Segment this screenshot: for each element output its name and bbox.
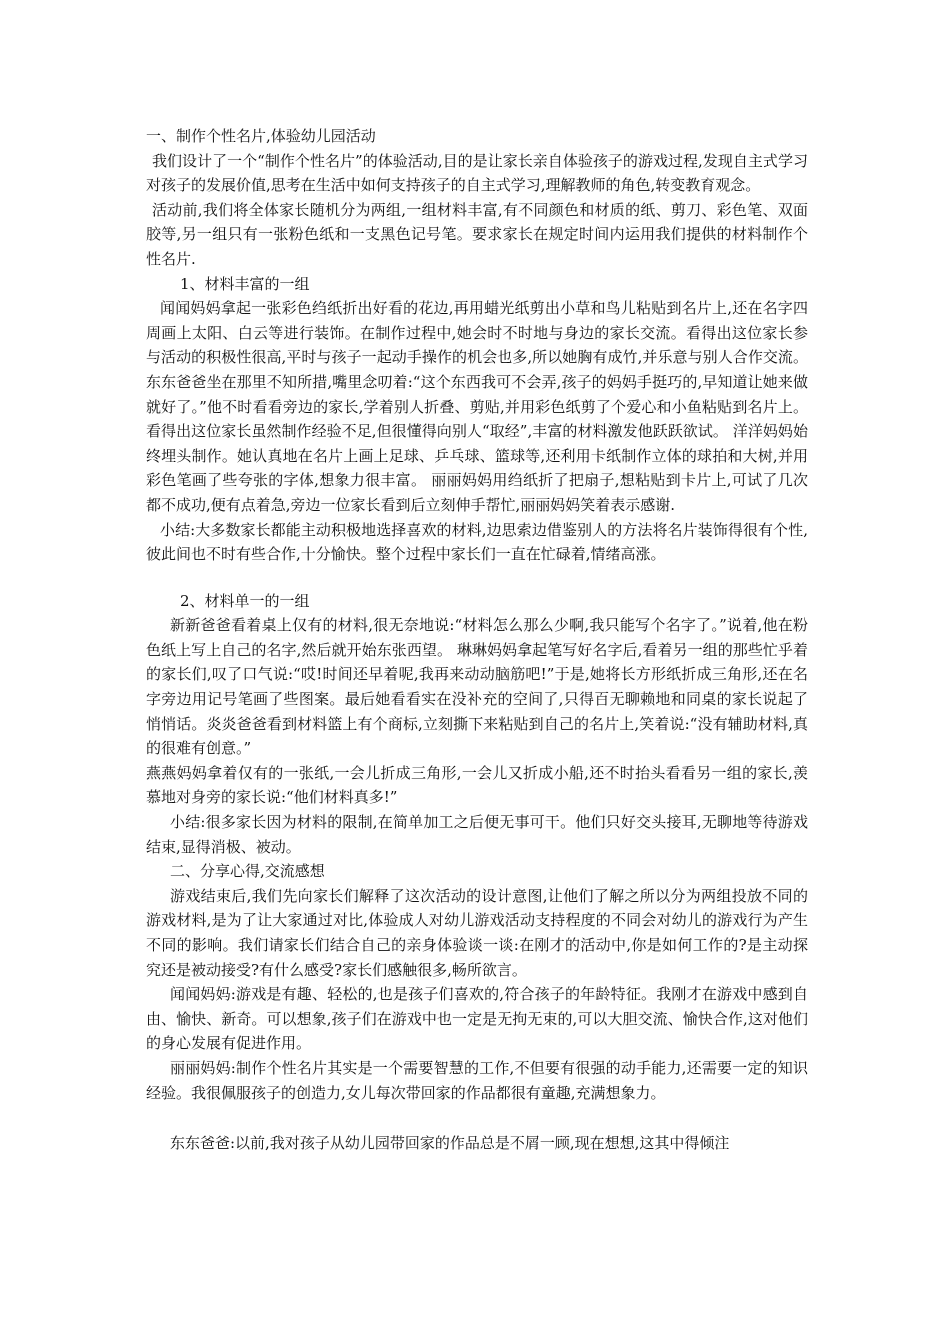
blank-line (146, 567, 808, 589)
summary-paragraph: 小结:大多数家长都能主动积极地选择喜欢的材料,边思索边借鉴别人的方法将名片装饰得很有个性,彼此间也不时有些合作,十分愉快。整个过程中家长们一直在忙碌着,情绪高涨。 (146, 520, 808, 564)
paragraph: 闻闻妈妈:游戏是有趣、轻松的,也是孩子们喜欢的,符合孩子的年龄特征。我刚才在游戏中感到自由、愉快、新奇。可以想象,孩子们在游戏中也一定是无拘无束的,可以大胆交流、愉快合作,这对他们的身心发展有促进作用。 (146, 985, 808, 1053)
paragraph: 丽丽妈妈:制作个性名片其实是一个需要智慧的工作,不但要有很强的动手能力,还需要一定的知识经验。我很佩服孩子的创造力,女儿每次带回家的作品都很有童趣,充满想象力。 (146, 1058, 808, 1102)
section-heading-2: 二、分享心得,交流感想 (170, 862, 325, 881)
subsection-heading-2: 2、材料单一的一组 (180, 591, 310, 610)
subsection-heading-1: 1、材料丰富的一组 (180, 274, 310, 293)
paragraph: 燕燕妈妈拿着仅有的一张纸,一会儿折成三角形,一会儿又折成小船,还不时抬头看看另一组的家长,羡慕地对身旁的家长说:“他们材料真多!” (146, 763, 808, 807)
document-body (146, 124, 808, 1156)
paragraph: 我们设计了一个“制作个性名片”的体验活动,目的是让家长亲自体验孩子的游戏过程,发现自主式学习对孩子的发展价值,思考在生活中如何支持孩子的自主式学习,理解教师的角色,转变教育观念。 (146, 151, 808, 195)
section-heading-1: 一、制作个性名片,体验幼儿园活动 (146, 127, 376, 145)
paragraph: 闻闻妈妈拿起一张彩色绉纸折出好看的花边,再用蜡光纸剪出小草和鸟儿粘贴到名片上,还在名字四周画上太阳、白云等进行装饰。在制作过程中,她会时不时地与身边的家长交流。看得出这位家长参与活动的积极性很高,平时与孩子一起动手操作的机会也多,所以她胸有成竹,并乐意与别人合作交流。 东东爸爸坐在那里不知所措,嘴里念叨着:“这个东西我可不会弄,孩子的妈妈手挺巧的,早知道让她来做就好了。”他不时看看旁边的家长,学着别人折叠、剪贴,并用彩色纸剪了个爱心和小鱼粘贴到名片上。看得出这位家长虽然制作经验不足,但很懂得向别人“取经”,丰富的材料激发他跃跃欲试。 洋洋妈妈始终埋头制作。她认真地在名片上画上足球、乒乓球、篮球等,还利用卡纸制作立体的球拍和大树,并用彩色笔画了些夸张的字体,想象力很丰富。 丽丽妈妈用绉纸折了把扇子,想粘贴到卡片上,可试了几次都不成功,便有点着急,旁边一位家长看到后立刻伸手帮忙,丽丽妈妈笑着表示感谢. (146, 299, 808, 514)
blank-line (146, 1105, 808, 1131)
paragraph: 游戏结束后,我们先向家长们解释了这次活动的设计意图,让他们了解之所以分为两组投放不同的游戏材料,是为了让大家通过对比,体验成人对幼儿游戏活动支持程度的不同会对幼儿的游戏行为产生不同的影响。我们请家长们结合自己的亲身体验谈一谈:在刚才的活动中,你是如何工作的?是主动探究还是被动接受?有什么感受?家长们感触很多,畅所欲言。 (146, 886, 808, 979)
summary-paragraph: 小结:很多家长因为材料的限制,在简单加工之后便无事可干。他们只好交头接耳,无聊地等待游戏结束,显得消极、被动。 (146, 813, 808, 856)
paragraph: 活动前,我们将全体家长随机分为两组,一组材料丰富,有不同颜色和材质的纸、剪刀、彩色笔、双面胶等,另一组只有一张粉色纸和一支黑色记号笔。要求家长在规定时间内运用我们提供的材料制作个性名片. (146, 200, 808, 268)
paragraph: 新新爸爸看着桌上仅有的材料,很无奈地说:“材料怎么那么少啊,我只能写个名字了。”说着,他在粉色纸上写上自己的名字,然后就开始东张西望。 琳琳妈妈拿起笔写好名字后,看着另一组的那些忙乎着的家长们,叹了口气说:“哎!时间还早着呢,我再来动动脑筋吧!”于是,她将长方形纸折成三角形,还在名字旁边用记号笔画了些图案。最后她看看实在没补充的空间了,只得百无聊赖地和同桌的家长说起了悄悄话。炎炎爸爸看到材料篮上有个商标,立刻撕下来粘贴到自己的名片上,笑着说:“没有辅助材料,真的很难有创意。” (146, 616, 808, 758)
paragraph: 东东爸爸:以前,我对孩子从幼儿园带回家的作品总是不屑一顾,现在想想,这其中得倾注 (170, 1134, 730, 1153)
